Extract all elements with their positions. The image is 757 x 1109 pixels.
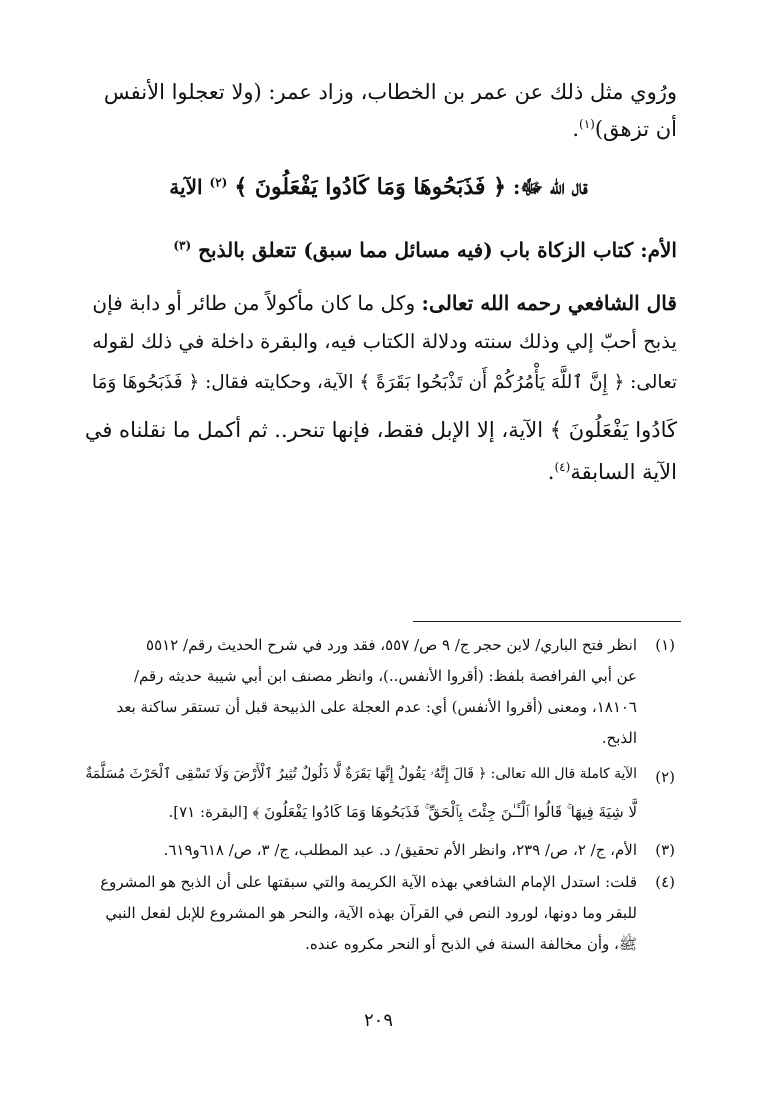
paragraph-2-line-5: الآية السابقة$^{(٤)}$.	[547, 460, 677, 484]
footnote-1-line-3: ١٨١٠٦، ومعنى (أقروا الأنفس) أي: عدم العجلة على الذبيحة قبل أن تستقر ساكنة بعد	[116, 698, 637, 716]
footnote-separator	[413, 621, 681, 622]
footnote-1-line-1: انظر فتح الباري/ لابن حجر ج/ ٩ ص/ ٥٥٧، فقد ورد في شرح الحديث رقم/ ٥٥١٢	[146, 636, 637, 654]
paragraph-2-text-4: كَادُوا يَفْعَلُونَ ﴾ الآية، إلا الإبل فقط، فإنها تنحر.. ثم أكمل ما نقلناه في	[84, 418, 677, 442]
footnote-2-line-2: لَّا شِيَةَ فِيهَا ۚ قَالُوا ٱلْـَٔـٰنَ جِئْتَ بِٱلْحَقِّ ۚ فَذَبَحُوهَا وَمَا كَادُوا يَفْعَلُونَ ﴾ [البقرة: ٧١].	[168, 803, 637, 821]
footnote-4-line-1: قلت: استدل الإمام الشافعي بهذه الآية الكريمة والتي سبقتها على أن الذبح هو المشروع	[100, 873, 637, 891]
paragraph-1-text-2: أن تزهق)	[594, 117, 677, 141]
footnote-ref-4: (٤)	[554, 460, 571, 474]
quran-heading-prefix: قال الله ﷻ:	[512, 175, 588, 199]
paragraph-1-line-1	[80, 80, 677, 104]
paragraph-2-text-3: تعالى: ﴿ إِنَّ ٱللَّهَ يَأْمُرُكُمْ أَن تَذْبَحُوا بَقَرَةً ﴾ الآية، وحكايته فقال: ﴿ فَذَبَحُوهَا وَمَا	[91, 372, 677, 393]
umm-heading	[80, 238, 677, 262]
quran-heading	[80, 174, 677, 204]
quran-heading-suffix: الآية	[169, 175, 203, 199]
paragraph-2-line-3	[80, 372, 677, 393]
footnote-1-number: (١)	[655, 636, 675, 654]
footnote-3-number: (٣)	[655, 841, 675, 859]
footnote-ref-3: (٣)	[173, 238, 192, 253]
footnote-4-number: (٤)	[655, 873, 675, 891]
paragraph-1-line-2: أن تزهق)$^{(١)}$.	[572, 117, 677, 141]
shafii-lead: قال الشافعي رحمه الله تعالى:	[421, 291, 677, 315]
footnote-4-line-2: للبقر وما دونها، لورود النص في القرآن بهذه الآية، والنحر هو المشروع للإبل لفعل النبي	[105, 904, 637, 922]
footnote-ref-2: (٢)	[209, 175, 228, 190]
paragraph-2-line-1	[80, 291, 677, 315]
paragraph-2-line-2	[80, 330, 677, 353]
footnote-2-number: (٢)	[655, 768, 675, 786]
quran-heading-ayah: ﴿ فَذَبَحُوهَا وَمَا كَادُوا يَفْعَلُونَ ﴾	[234, 174, 506, 200]
paragraph-2-text-1: وكل ما كان مأكولاً من طائر أو دابة فإن	[92, 291, 416, 315]
paragraph-2-text-5: الآية السابقة	[570, 460, 677, 484]
footnote-ref-1: (١)	[579, 117, 595, 131]
footnote-3-line-1: الأم، ج/ ٢، ص/ ٢٣٩، وانظر الأم تحقيق/ د. عبد المطلب، ج/ ٣، ص/ ٦١٨و٦١٩.	[163, 841, 637, 859]
footnote-4-line-3: ﷺ، وأن مخالفة السنة في الذبح أو النحر مكروه عنده.	[305, 935, 637, 953]
paragraph-1-text-1: ورُوي مثل ذلك عن عمر بن الخطاب، وزاد عمر: (ولا تعجلوا الأنفس	[103, 80, 677, 104]
footnote-1-line-4: الذبح.	[601, 729, 637, 747]
page-number: ٢٠٩	[363, 1010, 393, 1031]
paragraph-2-text-2: يذبح أحبّ إلي وذلك سنته ودلالة الكتاب فيه، والبقرة داخلة في ذلك لقوله	[92, 330, 677, 353]
umm-heading-text: الأم: كتاب الزكاة باب (فيه مسائل مما سبق) تتعلق بالذبح	[198, 238, 677, 262]
footnote-2-line-1: الآية كاملة قال الله تعالى: ﴿ قَالَ إِنَّهُۥ يَقُولُ إِنَّهَا بَقَرَةٌ لَّا ذَلُولٌ تُثِيرُ ٱلْأَرْضَ وَلَا تَسْقِى ٱلْحَرْثَ مُسَلَّمَةٌ	[85, 766, 637, 782]
paragraph-2-line-4	[80, 418, 677, 442]
footnote-1-line-2: عن أبي الفرافصة بلفظ: (أقروا الأنفس..)، وانظر مصنف ابن أبي شيبة حديثه رقم/	[133, 667, 637, 685]
